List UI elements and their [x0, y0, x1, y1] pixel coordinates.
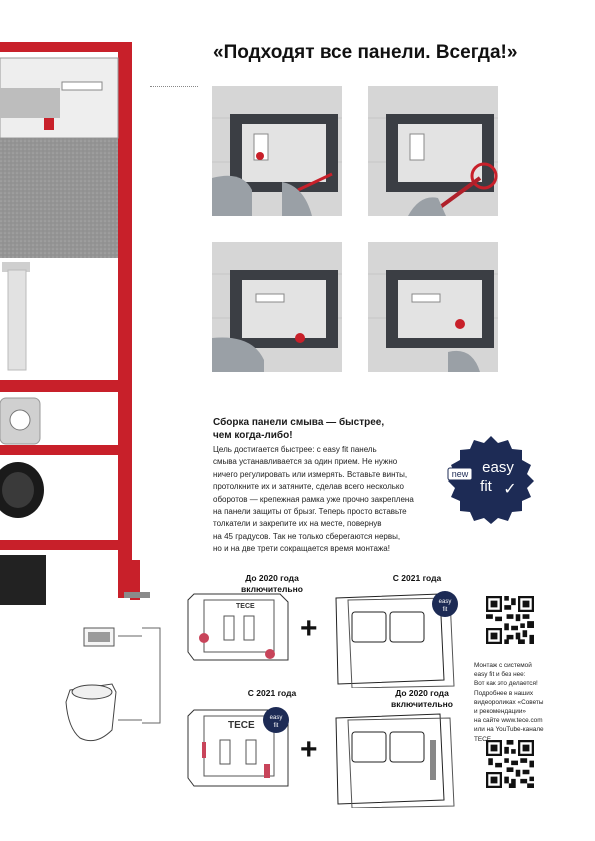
body-line: оборотов — крепежная рамка уже прочно закреплена	[213, 494, 414, 504]
new-frame-drawing-bottom	[184, 702, 294, 792]
page-title: «Подходят все панели. Всегда!»	[213, 42, 518, 63]
section-body	[213, 444, 453, 556]
video-tutorial-note	[474, 661, 574, 744]
section-heading	[213, 416, 433, 442]
badge-easy-text: easy	[482, 459, 514, 476]
mini-badge-fit: fit	[442, 607, 448, 613]
label-from-2021-top: С 2021 года	[392, 573, 442, 583]
note-line: Подробнее в наших	[474, 689, 534, 697]
easy-fit-badge	[446, 434, 536, 524]
installation-frame-illustration	[0, 0, 160, 610]
label-until-2020-bottom	[362, 688, 482, 710]
note-line: TECE.	[474, 735, 493, 743]
body-line: смыва устанавливается за один прием. Не нужно	[213, 457, 398, 467]
install-step-photo-4	[368, 242, 498, 372]
plus-sign-bottom: +	[300, 733, 318, 766]
label-until-2020-top-line-2: включительно	[241, 584, 303, 594]
note-line: Вот как это делается!	[474, 680, 538, 688]
body-line: протолкните их и затяните, сделав всего несколько	[213, 482, 404, 492]
mini-badge-easy: easy	[438, 599, 452, 605]
section-heading-line-2: чем когда-либо!	[213, 430, 293, 441]
label-until-2020-bottom-line-1: До 2020 года	[395, 688, 449, 698]
connector-line	[150, 86, 198, 87]
label-until-2020-bottom-line-2: включительно	[391, 699, 453, 709]
install-step-photo-3	[212, 242, 342, 372]
qr-code-bottom[interactable]	[486, 740, 534, 788]
note-line: на сайте www.tece.com	[474, 717, 543, 725]
body-line: на 45 градусов. Так не только сберегаются нервы,	[213, 531, 401, 541]
body-line: ничего регулировать или измерять. Вставьте винты,	[213, 469, 408, 479]
note-line: и рекомендации»	[474, 708, 526, 716]
badge-check-icon: ✓	[503, 479, 517, 498]
note-line: или на YouTube-канале	[474, 726, 544, 734]
wc-and-panel-illustration	[40, 620, 170, 750]
new-panel-drawing-top	[330, 590, 470, 688]
qr-code-top[interactable]	[486, 596, 534, 644]
brand-text: TECE	[236, 603, 255, 610]
install-step-photo-2	[368, 86, 498, 216]
old-panel-drawing-bottom	[330, 710, 470, 808]
note-line: видеороликах «Советы	[474, 698, 544, 706]
label-until-2020-top-line-1: До 2020 года	[245, 573, 299, 583]
mini-badge-fit: fit	[273, 723, 279, 729]
section-heading-line-1: Сборка панели смыва — быстрее,	[213, 417, 385, 428]
note-line: Монтаж с системой	[474, 662, 532, 669]
label-from-2021-bottom: С 2021 года	[247, 688, 297, 698]
body-line: но и на две трети сокращается время монтажа!	[213, 544, 390, 554]
plus-sign-top: +	[300, 612, 318, 645]
mini-badge-easy: easy	[269, 715, 283, 721]
note-line: easy fit и без нее:	[474, 671, 526, 679]
install-step-photo-1	[212, 86, 342, 216]
body-line: толкатели и закрепите их на месте, повернув	[213, 519, 382, 529]
badge-new-text: new	[451, 469, 469, 479]
body-line: Цель достигается быстрее: с easy fit панель	[213, 445, 377, 454]
brand-text: TECE	[228, 720, 255, 731]
old-frame-drawing-top	[184, 588, 294, 666]
body-line: на панели защиты от брызг. Теперь просто вставьте	[213, 507, 407, 517]
badge-fit-text: fit	[480, 478, 492, 495]
